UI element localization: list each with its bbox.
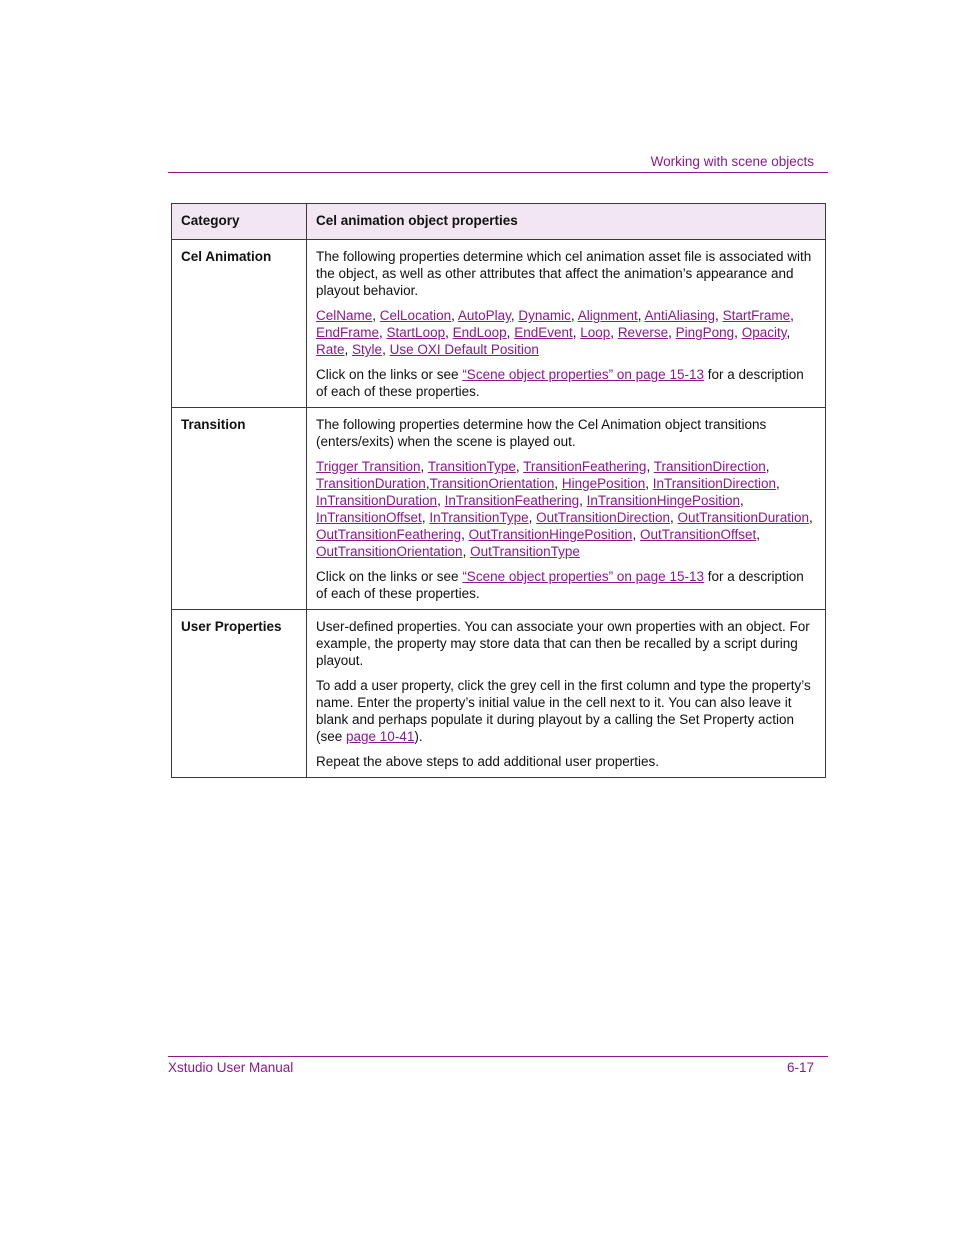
cel-click-note [316, 366, 816, 400]
property-link[interactable]: Style [352, 342, 383, 357]
property-link[interactable]: InTransitionDuration [316, 493, 438, 508]
property-link[interactable]: CelName [316, 308, 373, 323]
property-link[interactable]: HingePosition [561, 476, 646, 491]
property-link[interactable]: Opacity [741, 325, 787, 340]
property-link[interactable]: StartLoop [386, 325, 446, 340]
user-p2 [316, 677, 816, 745]
user-properties-description [307, 610, 826, 778]
page-10-41-link[interactable]: page 10-41 [346, 729, 415, 744]
click-note-text: Click on the links or see [316, 569, 463, 584]
property-link[interactable]: InTransitionType [429, 510, 529, 525]
property-link[interactable]: PingPong [675, 325, 735, 340]
property-link[interactable]: TransitionType [427, 459, 516, 474]
transition-click-note [316, 568, 816, 602]
property-link[interactable]: OutTransitionOrientation [316, 544, 463, 559]
property-link[interactable]: Use OXI Default Position [389, 342, 539, 357]
property-link[interactable]: OutTransitionType [470, 544, 580, 559]
property-link[interactable]: Rate [316, 342, 345, 357]
property-link[interactable]: EndFrame [316, 325, 380, 340]
cel-intro: The following properties determine which cel animation asset file is associated with the object, as well as other attributes that affect the animation’s appearance and playout behavior. [316, 249, 812, 298]
table-row [172, 408, 826, 610]
table-row [172, 610, 826, 778]
category-cel-animation: Cel Animation [172, 240, 307, 408]
footer-page-number: 6-17 [786, 1060, 814, 1075]
property-link[interactable]: TransitionOrientation [429, 476, 555, 491]
property-link[interactable]: StartFrame [722, 308, 791, 323]
property-link[interactable]: Dynamic [518, 308, 571, 323]
column-header-properties: Cel animation object properties [307, 204, 826, 240]
user-p2-text-end: ). [414, 729, 423, 744]
cel-property-links: CelName, CelLocation, AutoPlay, Dynamic, Alignment, AntiAliasing, StartFrame, EndFrame, StartLoop, EndLoop, EndEvent, Loop, Reverse, PingPong, Opacity, Rate, Style, Use OXI Default Position [316, 308, 794, 357]
property-link[interactable]: Reverse [617, 325, 669, 340]
scene-object-properties-link[interactable]: “Scene object properties” on page 15-13 [462, 367, 704, 382]
running-header: Working with scene objects [650, 154, 814, 169]
category-user-properties: User Properties [172, 610, 307, 778]
property-link[interactable]: AutoPlay [457, 308, 511, 323]
transition-intro: The following properties determine how the Cel Animation object transitions (enters/exits) when the scene is played out. [316, 417, 767, 449]
property-link[interactable]: Trigger Transition [316, 459, 421, 474]
property-link[interactable]: Alignment [577, 308, 638, 323]
property-link[interactable]: EndEvent [514, 325, 573, 340]
click-note-text: for a description of each of these properties. [316, 569, 804, 601]
footer-manual-title: Xstudio User Manual [168, 1060, 294, 1075]
click-note-text: Click on the links or see [316, 367, 463, 382]
property-link[interactable]: Loop [580, 325, 611, 340]
user-p1: User-defined properties. You can associate your own properties with an object. For example, the property may store data that can then be recalled by a script during playout. [316, 619, 810, 668]
property-link[interactable]: OutTransitionOffset [639, 527, 757, 542]
property-link[interactable]: InTransitionFeathering [444, 493, 580, 508]
property-link[interactable]: AntiAliasing [644, 308, 716, 323]
property-link[interactable]: InTransitionDirection [652, 476, 777, 491]
scene-object-properties-link[interactable]: “Scene object properties” on page 15-13 [462, 569, 704, 584]
property-link[interactable]: InTransitionOffset [316, 510, 422, 525]
property-link[interactable]: TransitionFeathering [523, 459, 647, 474]
property-link[interactable]: CelLocation [379, 308, 452, 323]
transition-description [307, 408, 826, 610]
table-header-row [172, 204, 826, 240]
user-p2-text: To add a user property, click the grey cell in the first column and type the property’s name. Enter the property’s initial value in the cell next to it. You can also leave it blank and perhaps populate it during playout by a calling the Set Property action (see [316, 678, 811, 744]
table-row [172, 240, 826, 408]
property-link[interactable]: OutTransitionFeathering [316, 527, 462, 542]
property-link[interactable]: InTransitionHingePosition [586, 493, 741, 508]
property-link[interactable]: EndLoop [452, 325, 507, 340]
header-rule [168, 172, 828, 173]
column-header-category: Category [172, 204, 307, 240]
footer-rule [168, 1056, 828, 1057]
property-link[interactable]: OutTransitionDuration [677, 510, 810, 525]
cel-animation-description [307, 240, 826, 408]
property-link[interactable]: TransitionDirection [653, 459, 766, 474]
property-link[interactable]: OutTransitionDirection [536, 510, 670, 525]
click-note-text: for a description of each of these properties. [316, 367, 804, 399]
category-transition: Transition [172, 408, 307, 610]
property-link[interactable]: OutTransitionHingePosition [468, 527, 633, 542]
transition-property-links: Trigger Transition, TransitionType, TransitionFeathering, TransitionDirection, TransitionDuration,TransitionOrientation, HingePosition, InTransitionDirection, InTransitionDuration, InTransitionFeathering, InTransitionHingePosition, InTransitionOffset, InTransitionType, OutTransitionDirection, OutTransitionDuration, OutTransitionFeathering, OutTransitionHingePosition, OutTransitionOffset, OutTransitionOrientation, OutTransitionType [316, 459, 813, 559]
property-link[interactable]: TransitionDuration [316, 476, 426, 491]
user-p3: Repeat the above steps to add additional user properties. [316, 754, 659, 769]
properties-table [171, 203, 826, 778]
